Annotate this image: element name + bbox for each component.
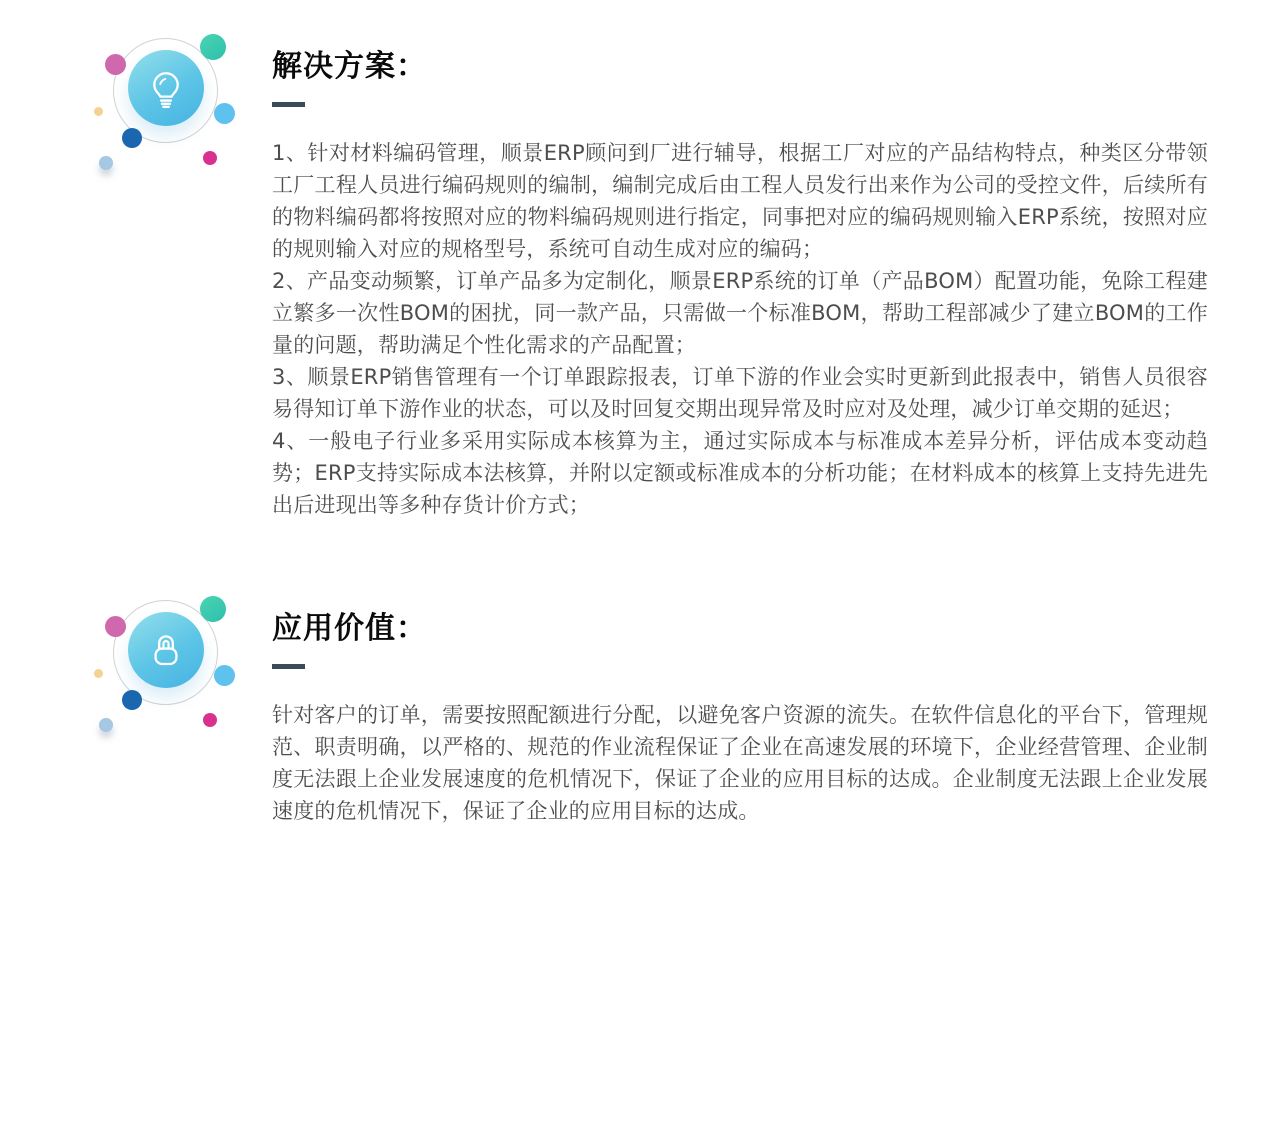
decor-dot-yellow	[94, 669, 103, 678]
solution-paragraphs	[272, 137, 1208, 521]
decor-dot-teal	[200, 34, 226, 60]
section-heading: 应用价值：	[272, 611, 427, 646]
decor-dot-magenta	[203, 151, 217, 165]
solution-content	[272, 48, 1208, 521]
decor-dot-darkblue	[122, 128, 142, 148]
value-paragraphs	[272, 699, 1208, 827]
section-heading: 解决方案：	[272, 49, 427, 84]
decor-dot-pink	[105, 616, 126, 637]
decor-dot-lightblue	[214, 665, 235, 686]
section-application-value	[0, 562, 1264, 1124]
decor-dot-lightblue	[214, 103, 235, 124]
decor-dot-pink	[105, 54, 126, 75]
heading-underline	[272, 102, 305, 107]
decor-dot-magenta	[203, 713, 217, 727]
body-paragraph: 3、顺景ERP销售管理有一个订单跟踪报表，订单下游的作业会实时更新到此报表中，销售人员很容易得知订单下游作业的状态，可以及时回复交期出现异常及时应对及处理，减少订单交期的延迟；	[272, 365, 1208, 421]
value-icon-cluster	[90, 582, 240, 742]
value-content	[272, 610, 1208, 827]
body-paragraph: 2、产品变动频繁，订单产品多为定制化，顺景ERP系统的订单（产品BOM）配置功能，免除工程建立繁多一次性BOM的困扰，同一款产品，只需做一个标准BOM，帮助工程部减少了建立BOM的工作量的问题，帮助满足个性化需求的产品配置；	[272, 269, 1208, 357]
body-paragraph: 针对客户的订单，需要按照配额进行分配，以避免客户资源的流失。在软件信息化的平台下，管理规范、职责明确，以严格的、规范的作业流程保证了企业在高速发展的环境下，企业经营管理、企业制度无法跟上企业发展速度的危机情况下，保证了企业的应用目标的达成。企业制度无法跟上企业发展速度的危机情况下，保证了企业的应用目标的达成。	[272, 703, 1208, 823]
decor-dot-steel	[99, 156, 113, 170]
body-paragraph: 1、针对材料编码管理，顺景ERP顾问到厂进行辅导，根据工厂对应的产品结构特点，种类区分带领工厂工程人员进行编码规则的编制，编制完成后由工程人员发行出来作为公司的受控文件，后续所有的物料编码都将按照对应的物料编码规则进行指定，同事把对应的编码规则输入ERP系统，按照对应的规则输入对应的规格型号，系统可自动生成对应的编码；	[272, 141, 1208, 261]
decor-dot-teal	[200, 596, 226, 622]
decor-dot-darkblue	[122, 690, 142, 710]
lock-icon	[128, 612, 204, 688]
decor-dot-steel	[99, 718, 113, 732]
solution-icon-cluster	[90, 20, 240, 180]
lightbulb-icon	[128, 50, 204, 126]
body-paragraph: 4、一般电子行业多采用实际成本核算为主，通过实际成本与标准成本差异分析，评估成本变动趋势；ERP支持实际成本法核算，并附以定额或标准成本的分析功能；在材料成本的核算上支持先进先出后进现出等多种存货计价方式；	[272, 429, 1208, 517]
heading-underline	[272, 664, 305, 669]
decor-dot-yellow	[94, 107, 103, 116]
